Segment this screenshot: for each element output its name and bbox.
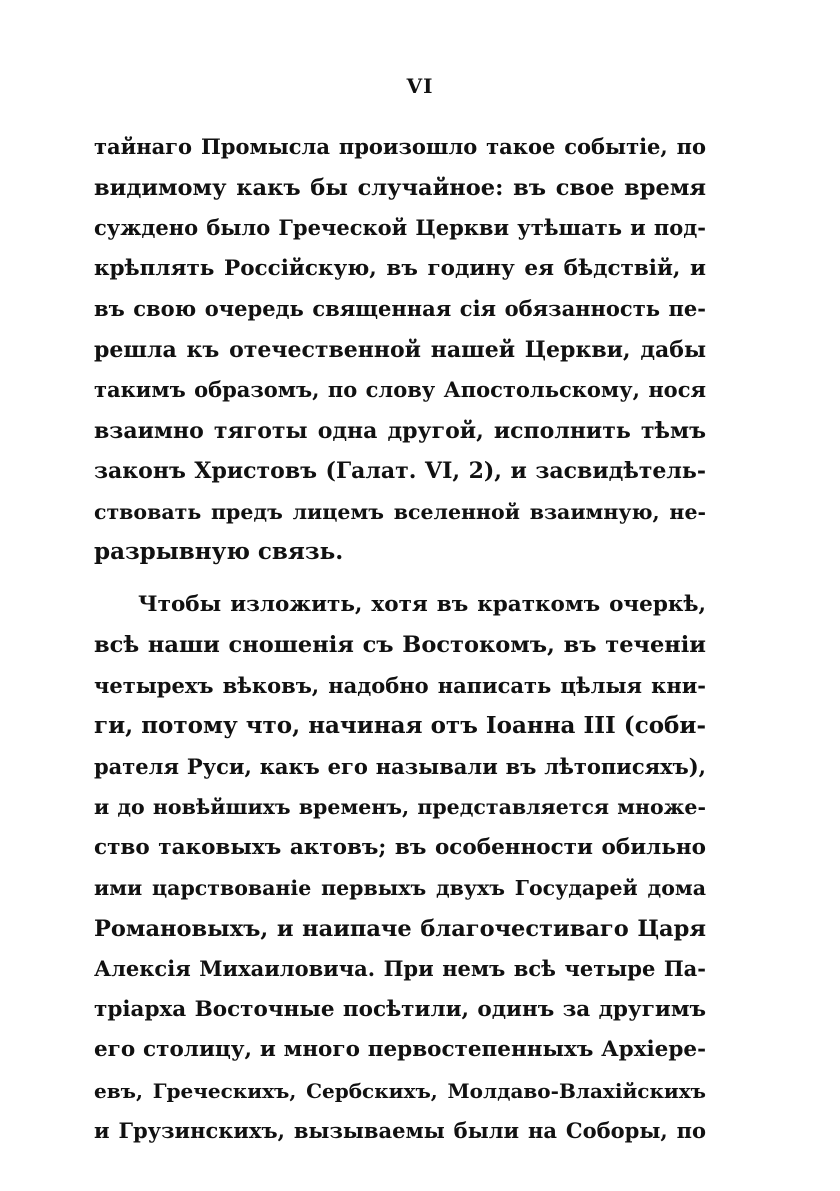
text-line: суждено было Греческой Церкви утѣшать и под-: [94, 215, 706, 240]
text-line: четырехъ вѣковъ, надобно написать цѣлыя кни-: [94, 672, 706, 698]
text-body: [94, 127, 706, 1152]
text-line: взаимно тяготы одна другой, исполнить тѣмъ: [94, 417, 706, 444]
page-number: VI: [406, 74, 434, 98]
text-line: видимому какъ бы случайное: въ свое время: [94, 174, 706, 201]
text-line: его столицу, и много первостепенныхъ Архіере-: [94, 1037, 706, 1062]
text-line: евъ, Греческихъ, Сербскихъ, Молдаво-Влахійскихъ: [94, 1078, 706, 1103]
text-line: ги, потому что, начиная отъ Іоанна III (соби-: [94, 712, 706, 739]
text-line: разрывную связь.: [94, 538, 344, 565]
text-line: тайнаго Промысла произошло такое событіе, по: [94, 134, 706, 159]
text-line: Романовыхъ, и наипаче благочестиваго Царя: [94, 915, 706, 942]
text-line: решла къ отечественной нашей Церкви, дабы: [94, 336, 706, 363]
paragraph-gap: [94, 573, 706, 585]
text-line: такимъ образомъ, по слову Апостольскому, нося: [94, 377, 706, 402]
text-line: Алексія Михаиловича. При немъ всѣ четыре Па-: [94, 956, 706, 981]
text-line: въ свою очередь священная сія обязанность пе-: [94, 296, 706, 321]
text-line: ствовать предъ лицемъ вселенной взаимную, не-: [94, 499, 706, 524]
paragraph-1: [94, 127, 706, 573]
text-line: рателя Руси, какъ его называли въ лѣтописяхъ),: [94, 753, 706, 779]
text-line: ими царствованіе первыхъ двухъ Государей дома: [94, 876, 706, 900]
text-line: ство таковыхъ актовъ; въ особенности обильно: [94, 834, 706, 860]
text-line: законъ Христовъ (Галат. VI, 2), и засвидѣтель-: [94, 458, 706, 484]
text-line: Чтобы изложить, хотя въ краткомъ очеркѣ,: [138, 591, 706, 617]
paragraph-2: [94, 585, 706, 1152]
text-line: и Грузинскихъ, вызываемы были на Соборы, по: [94, 1118, 706, 1143]
text-line: всѣ наши сношенія съ Востокомъ, въ теченіи: [94, 632, 706, 658]
text-line: и до новѣйшихъ временъ, представляется множе-: [94, 795, 706, 819]
text-line: тріарха Восточные посѣтили, одинъ за другимъ: [94, 996, 706, 1022]
text-line: крѣплять Россійскую, въ годину ея бѣдствій, и: [94, 255, 706, 281]
